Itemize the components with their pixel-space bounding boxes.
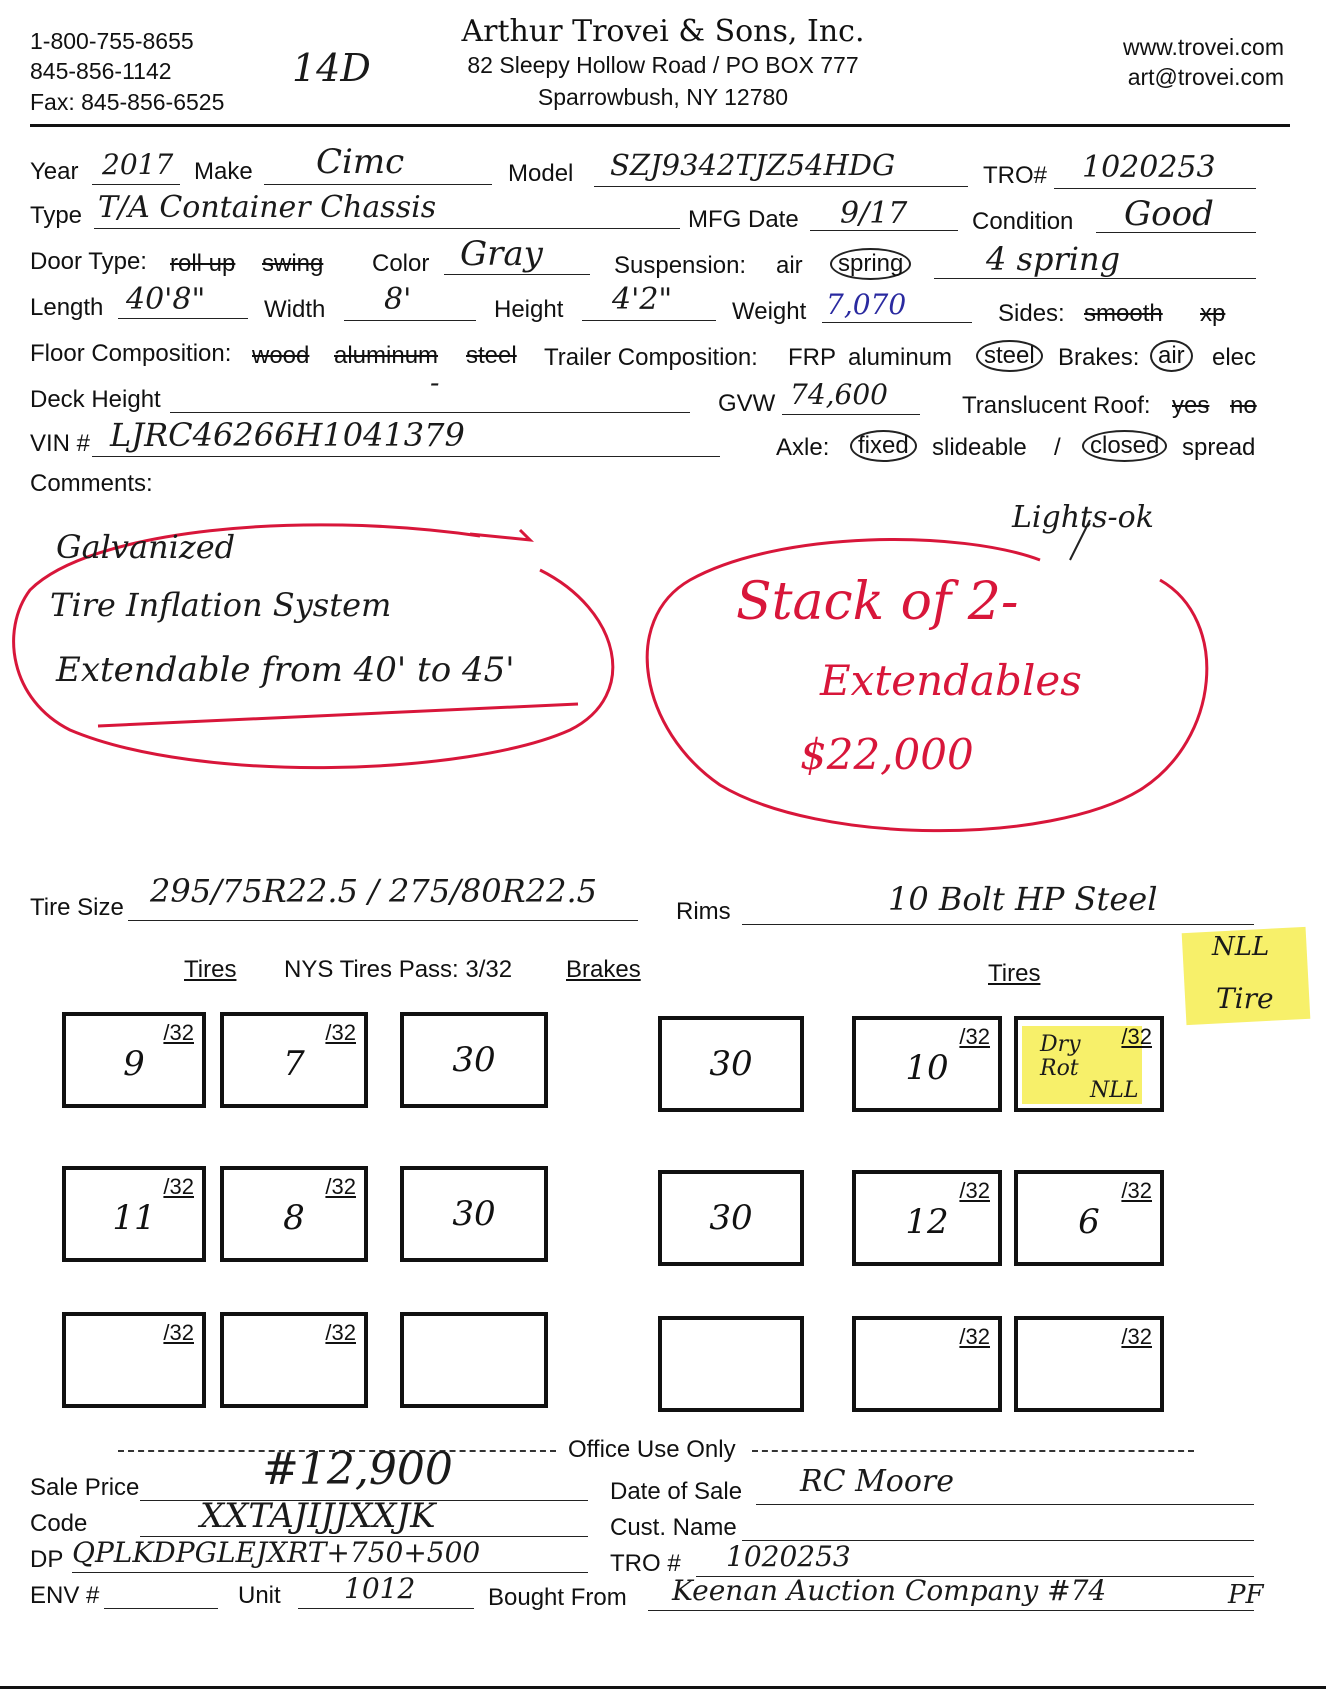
trailer-steel-circled: steel [976,340,1043,372]
sides-smooth: smooth [1084,300,1163,327]
dry-rot-line2: Rot [1040,1056,1079,1081]
color-label: Color [372,250,430,277]
length-label: Length [30,294,104,321]
tro-label: TRO# [983,162,1048,189]
comment-extendable: Extendable from 40' to 45' [56,650,515,690]
gvw-value: 74,600 [790,378,888,411]
brake-box-r2-right: 30 [658,1170,804,1266]
date-of-sale-label: Date of Sale [610,1478,743,1505]
office-use-title: Office Use Only [568,1436,736,1463]
width-label: Width [264,296,326,323]
tires-left-heading: Tires [184,956,237,983]
suspension-label: Suspension: [614,252,747,279]
width-value: 8' [384,282,412,317]
type-label: Type [30,202,83,229]
mfg-date-value: 9/17 [840,196,908,231]
company-website: www.trovei.com [1122,34,1284,60]
roof-no: no [1230,392,1257,419]
suspension-spring-circled: spring [830,248,911,280]
company-address-2: Sparrowbush, NY 12780 [537,84,789,110]
unit-label: Unit [238,1582,281,1609]
tire-box-r1-c5: /32 10 [852,1016,1002,1112]
weight-label: Weight [732,298,807,325]
comment-galvanized: Galvanized [56,528,236,566]
model-label: Model [508,160,574,187]
tire-box-r1-c1: /32 9 [62,1012,206,1108]
tire-box-r2-c2: /32 8 [220,1166,368,1262]
bought-from-value: Keenan Auction Company #74 [672,1574,1107,1607]
tires-right-heading: Tires [988,960,1041,987]
brake-box-r3-left [400,1312,548,1408]
comment-tire-inflation: Tire Inflation System [50,586,392,624]
year-value: 2017 [102,148,174,181]
tire-box-r2-c5: /32 12 [852,1170,1002,1266]
suspension-value: 4 spring [986,240,1121,278]
sides-xp: xp [1200,300,1226,327]
bottom-rule [0,1686,1326,1689]
rims-value: 10 Bolt HP Steel [888,880,1158,918]
left-comment-arrow [470,530,530,540]
brakes-heading: Brakes [566,956,641,983]
company-address-1: 82 Sleepy Hollow Road / PO BOX 777 [467,52,859,78]
comment-price: $22,000 [800,730,974,779]
length-value: 40'8" [126,282,206,317]
make-value: Cimc [316,142,405,182]
year-label: Year [30,158,79,185]
axle-slideable: slideable [932,434,1027,461]
floor-aluminum: aluminum [334,342,439,369]
office-tro-value: 1020253 [726,1540,851,1573]
date-of-sale-value: RC Moore [800,1464,955,1499]
sale-price-label: Sale Price [30,1474,140,1501]
rims-label: Rims [676,898,731,925]
code-value: XXTAJIJJXXJK [200,1496,436,1536]
tire-box-r2-c1: /32 11 [62,1166,206,1262]
tire-size-value: 295/75R22.5 / 275/80R22.5 [150,872,597,910]
cust-name-label: Cust. Name [610,1514,737,1541]
tire-size-label: Tire Size [30,894,124,921]
height-value: 4'2" [612,282,673,317]
deck-height-label: Deck Height [30,386,161,413]
tire-box-r1-c2: /32 7 [220,1012,368,1108]
left-comment-underline [98,704,578,726]
env-label: ENV # [30,1582,100,1609]
tire-box-r3-c1: /32 [62,1312,206,1408]
make-label: Make [194,158,253,185]
door-type-swing: swing [262,250,324,277]
dry-rot-line1: Dry [1040,1032,1081,1057]
unit-value: 1012 [344,1572,416,1605]
trailer-frp: FRP [788,344,836,371]
color-value: Gray [460,234,543,274]
tire-box-r1-c6: /32 Dry Rot NLL [1014,1016,1164,1112]
trailer-composition-label: Trailer Composition: [544,344,758,371]
tro-value: 1020253 [1082,150,1216,185]
brakes-label: Brakes: [1058,344,1140,371]
tire-box-r3-c6: /32 [1014,1316,1164,1412]
weight-value: 7,070 [826,288,907,321]
vin-label: VIN # [30,430,91,457]
brake-box-r1-right: 30 [658,1016,804,1112]
floor-composition-label: Floor Composition: [30,340,232,367]
highlight-note-line2: Tire [1216,982,1274,1015]
brake-box-r1-left: 30 [400,1012,548,1108]
code-label: Code [30,1510,88,1537]
tire-box-r2-c6: /32 6 [1014,1170,1164,1266]
tire-box-r3-c5: /32 [852,1316,1002,1412]
door-type-label: Door Type: [30,248,147,275]
handwritten-code: 14D [292,46,371,90]
brakes-elec: elec [1212,344,1257,371]
company-name: Arthur Trovei & Sons, Inc. [461,14,865,49]
deck-height-mark: - [430,366,440,399]
comments-label: Comments: [30,470,153,497]
mfg-date-label: MFG Date [688,206,799,233]
type-value: T/A Container Chassis [98,190,437,225]
nys-tires-pass: NYS Tires Pass: 3/32 [284,956,513,983]
suspension-air: air [776,252,803,279]
translucent-roof-label: Translucent Roof: [962,392,1151,419]
phone-1: 1-800-755-8655 [30,28,194,54]
axle-closed-circled: closed [1082,430,1167,462]
comment-lights-ok: Lights-ok [1012,500,1154,535]
company-email: art@trovei.com [1127,64,1284,90]
dp-value: QPLKDPGLEJXRT+750+500 [72,1536,481,1569]
floor-wood: wood [252,342,310,369]
header-rule [30,124,1290,127]
initials: PF [1228,1580,1264,1610]
sides-label: Sides: [998,300,1065,327]
axle-spread: spread [1182,434,1256,461]
model-value: SZJ9342TJZ54HDG [610,148,896,182]
axle-separator: / [1054,434,1061,461]
axle-fixed-circled: fixed [850,430,917,462]
trailer-aluminum: aluminum [848,344,953,371]
vin-value: LJRC46266H1041379 [110,416,465,454]
axle-label: Axle: [776,434,830,461]
condition-value: Good [1124,194,1214,234]
highlight-note-line1: NLL [1212,932,1270,962]
dp-label: DP [30,1546,64,1573]
fax-number: Fax: 845-856-6525 [30,89,225,115]
height-label: Height [494,296,564,323]
bought-from-label: Bought From [488,1584,627,1611]
comment-stack-of-2: Stack of 2- [736,572,1019,632]
dry-rot-line3: NLL [1090,1078,1139,1103]
roof-yes: yes [1172,392,1210,419]
brakes-air-circled: air [1150,340,1193,372]
condition-label: Condition [972,208,1074,235]
door-type-roll-up: roll up [170,250,236,277]
floor-steel: steel [466,342,517,369]
tire-box-r3-c2: /32 [220,1312,368,1408]
office-tro-label: TRO # [610,1550,681,1577]
gvw-label: GVW [718,390,776,417]
comment-extendables: Extendables [820,656,1082,705]
sale-price-value: #12,900 [262,1444,453,1495]
brake-box-r2-left: 30 [400,1166,548,1262]
phone-2: 845-856-1142 [30,58,172,84]
brake-box-r3-right [658,1316,804,1412]
